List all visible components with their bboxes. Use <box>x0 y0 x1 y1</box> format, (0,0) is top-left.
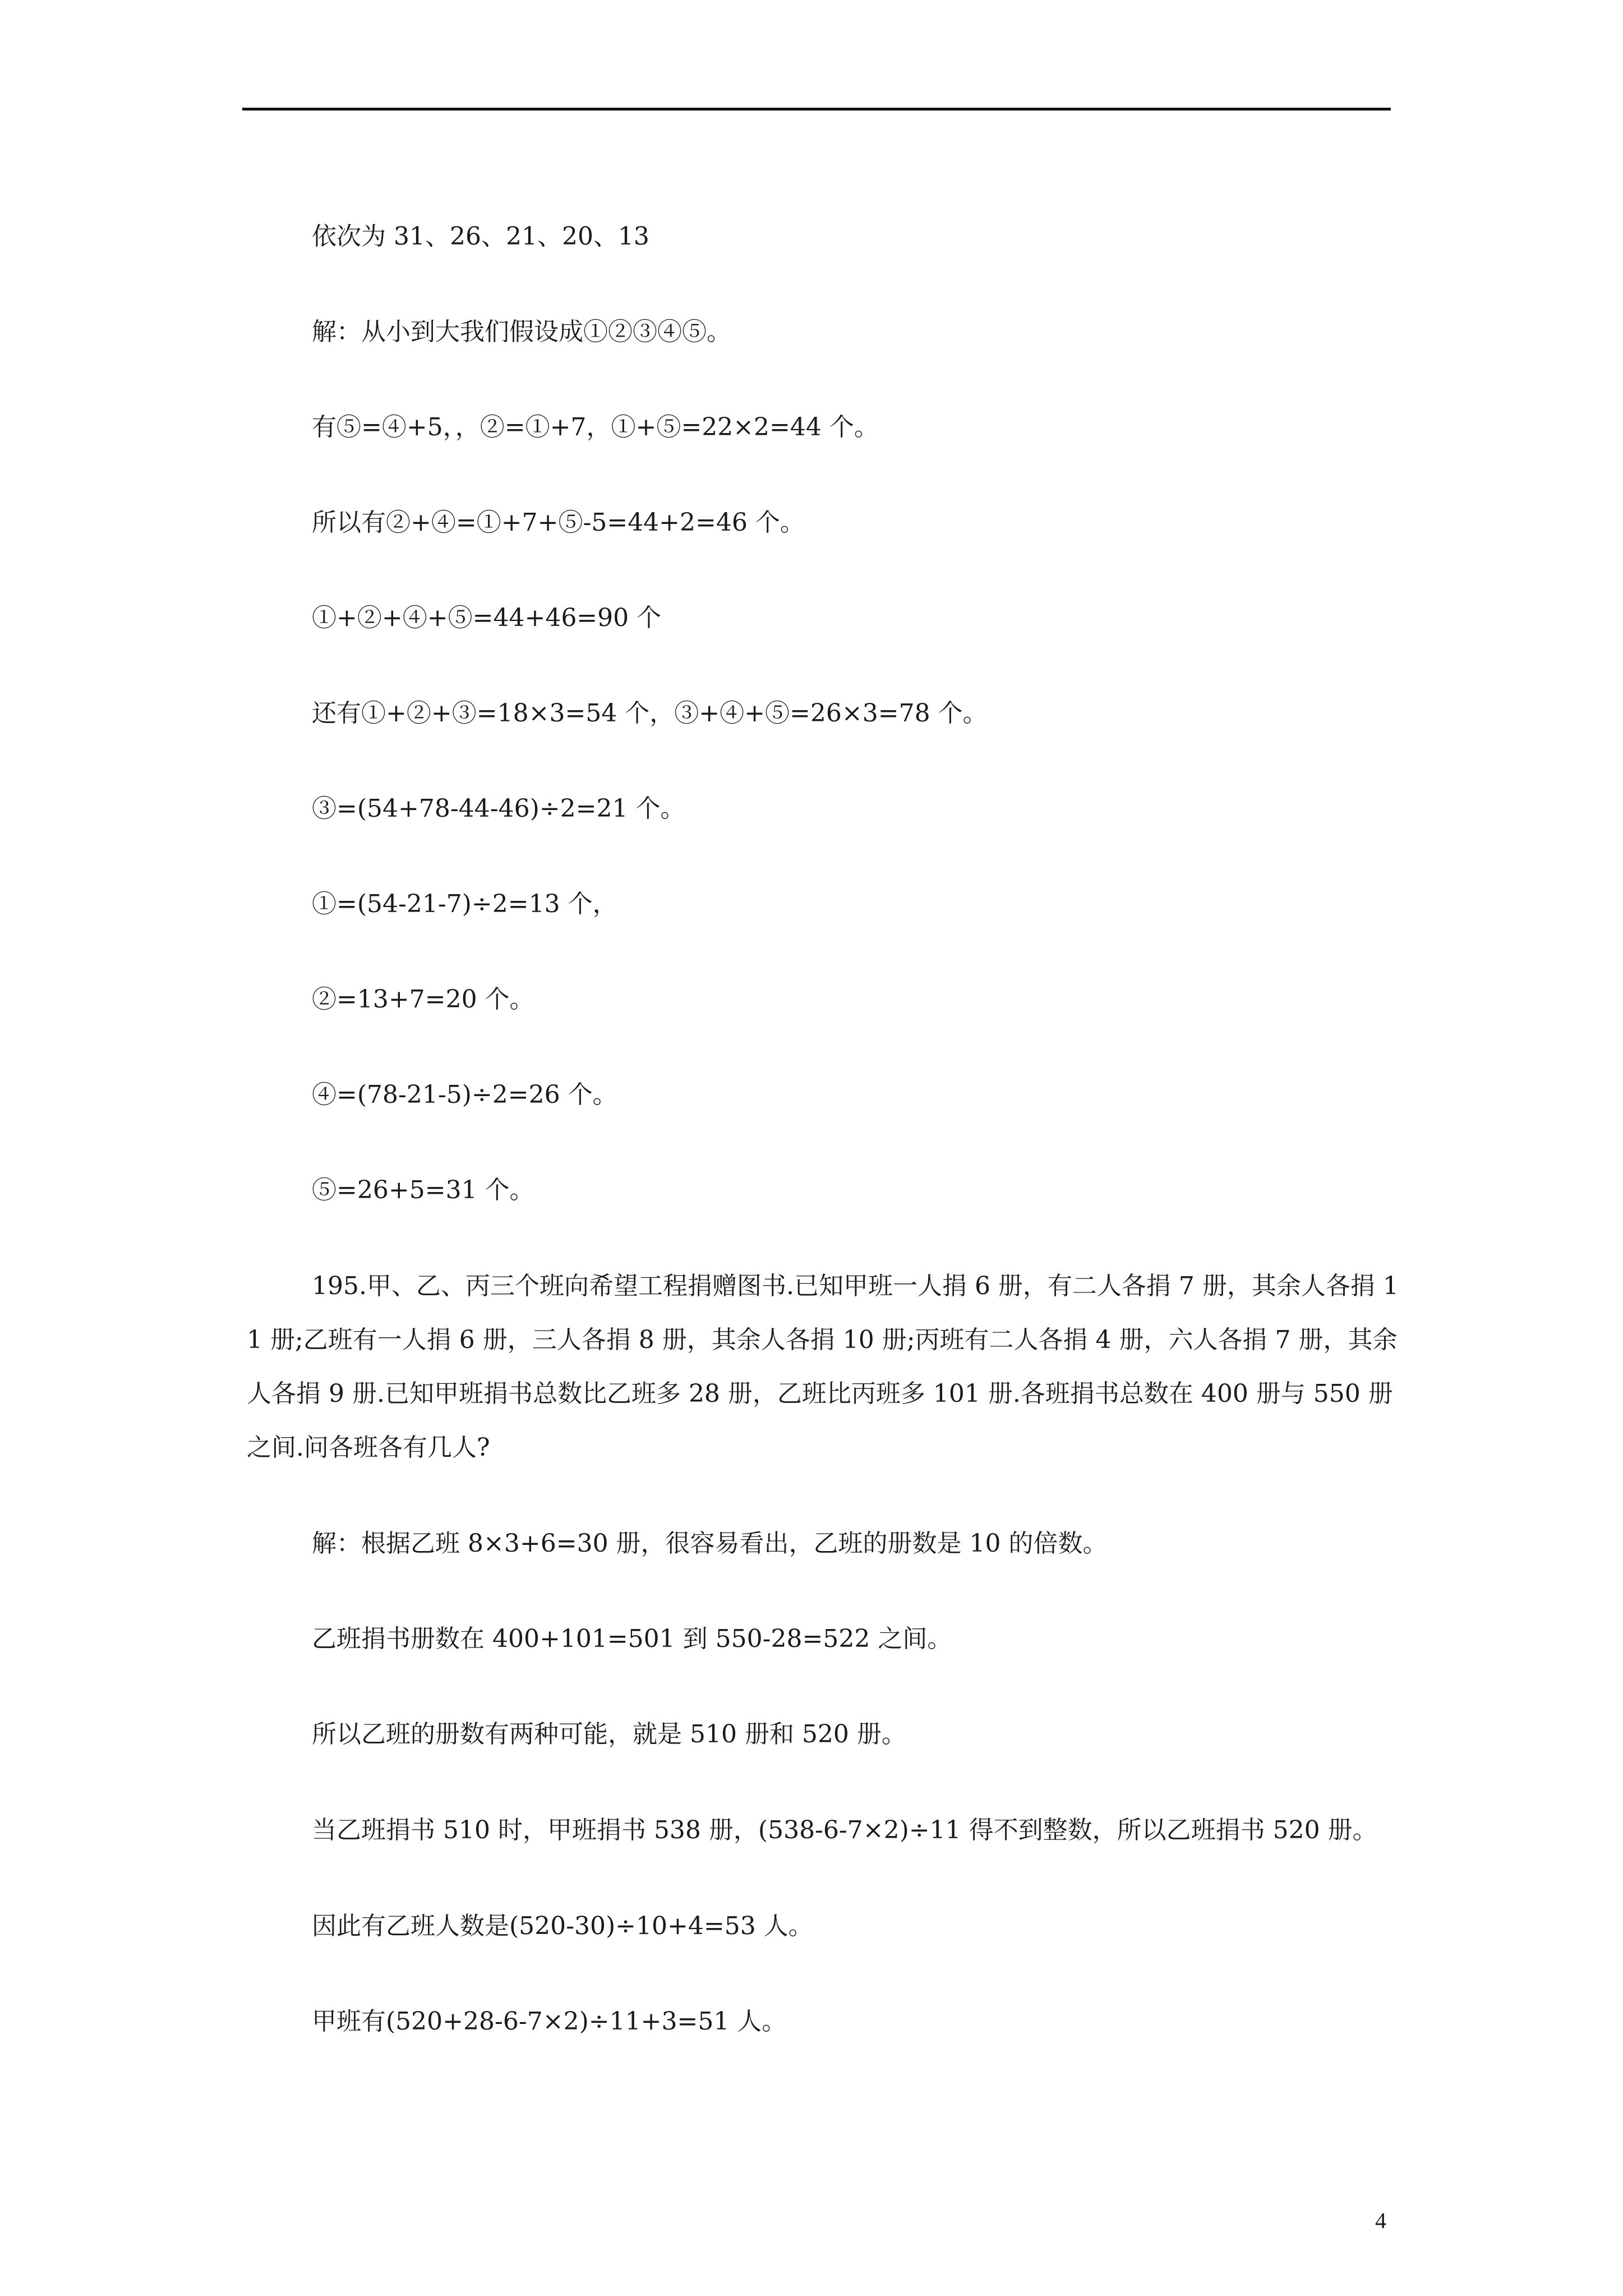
paragraph-value-2: ②=13+7=20 个。 <box>312 985 534 1014</box>
paragraph-value-5: ⑤=26+5=31 个。 <box>312 1176 534 1204</box>
paragraph-class-jia-count: 甲班有(520+28-6-7×2)÷11+3=51 人。 <box>312 2007 787 2036</box>
paragraph-solution-195: 解：根据乙班 8×3+6=30 册，很容易看出，乙班的册数是 10 的倍数。 <box>312 1529 1108 1558</box>
document-body <box>247 210 1402 2091</box>
paragraph-value-1: ①=(54-21-7)÷2=13 个， <box>312 890 617 918</box>
paragraph-group-sums: 还有①+②+③=18×3=54 个，③+④+⑤=26×3=78 个。 <box>312 699 988 728</box>
paragraph-value-4: ④=(78-21-5)÷2=26 个。 <box>312 1080 617 1109</box>
paragraph-relations: 有⑤=④+5，，②=①+7，①+⑤=22×2=44 个。 <box>312 413 879 441</box>
paragraph-sum-2-4: 所以有②+④=①+7+⑤-5=44+2=46 个。 <box>312 508 805 537</box>
paragraph-problem-195: 195.甲、乙、丙三个班向希望工程捐赠图书.已知甲班一人捐 6 册，有二人各捐 7 册，其余人各捐 11 册;乙班有一人捐 6 册，三人各捐 8 册，其余人各捐 10 册;丙班有二人各捐 4 册，六人各捐 7 册，其余人各捐 9 册.已知甲班捐书总数比乙班多 28 册，乙班比丙班多 101 册.各班捐书总数在 400 册与 550 册之间.问各班各有几人? <box>247 1272 1399 1462</box>
header-rule <box>242 108 1391 111</box>
page-number: 4 <box>1375 2208 1386 2233</box>
paragraph-value-3: ③=(54+78-44-46)÷2=21 个。 <box>312 794 685 823</box>
paragraph-possibilities: 所以乙班的册数有两种可能，就是 510 册和 520 册。 <box>312 1720 906 1749</box>
paragraph-solution-intro: 解：从小到大我们假设成①②③④⑤。 <box>312 318 731 346</box>
paragraph-sum-1245: ①+②+④+⑤=44+46=90 个 <box>312 604 662 632</box>
paragraph-check-510: 当乙班捐书 510 时，甲班捐书 538 册，(538-6-7×2)÷11 得不到整数，所以乙班捐书 520 册。 <box>312 1816 1377 1844</box>
paragraph-range: 乙班捐书册数在 400+101=501 到 550-28=522 之间。 <box>312 1625 952 1653</box>
paragraph-class-yi-count: 因此有乙班人数是(520-30)÷10+4=53 人。 <box>312 1912 813 1940</box>
paragraph-ranking: 依次为 31、26、21、20、13 <box>312 222 649 251</box>
